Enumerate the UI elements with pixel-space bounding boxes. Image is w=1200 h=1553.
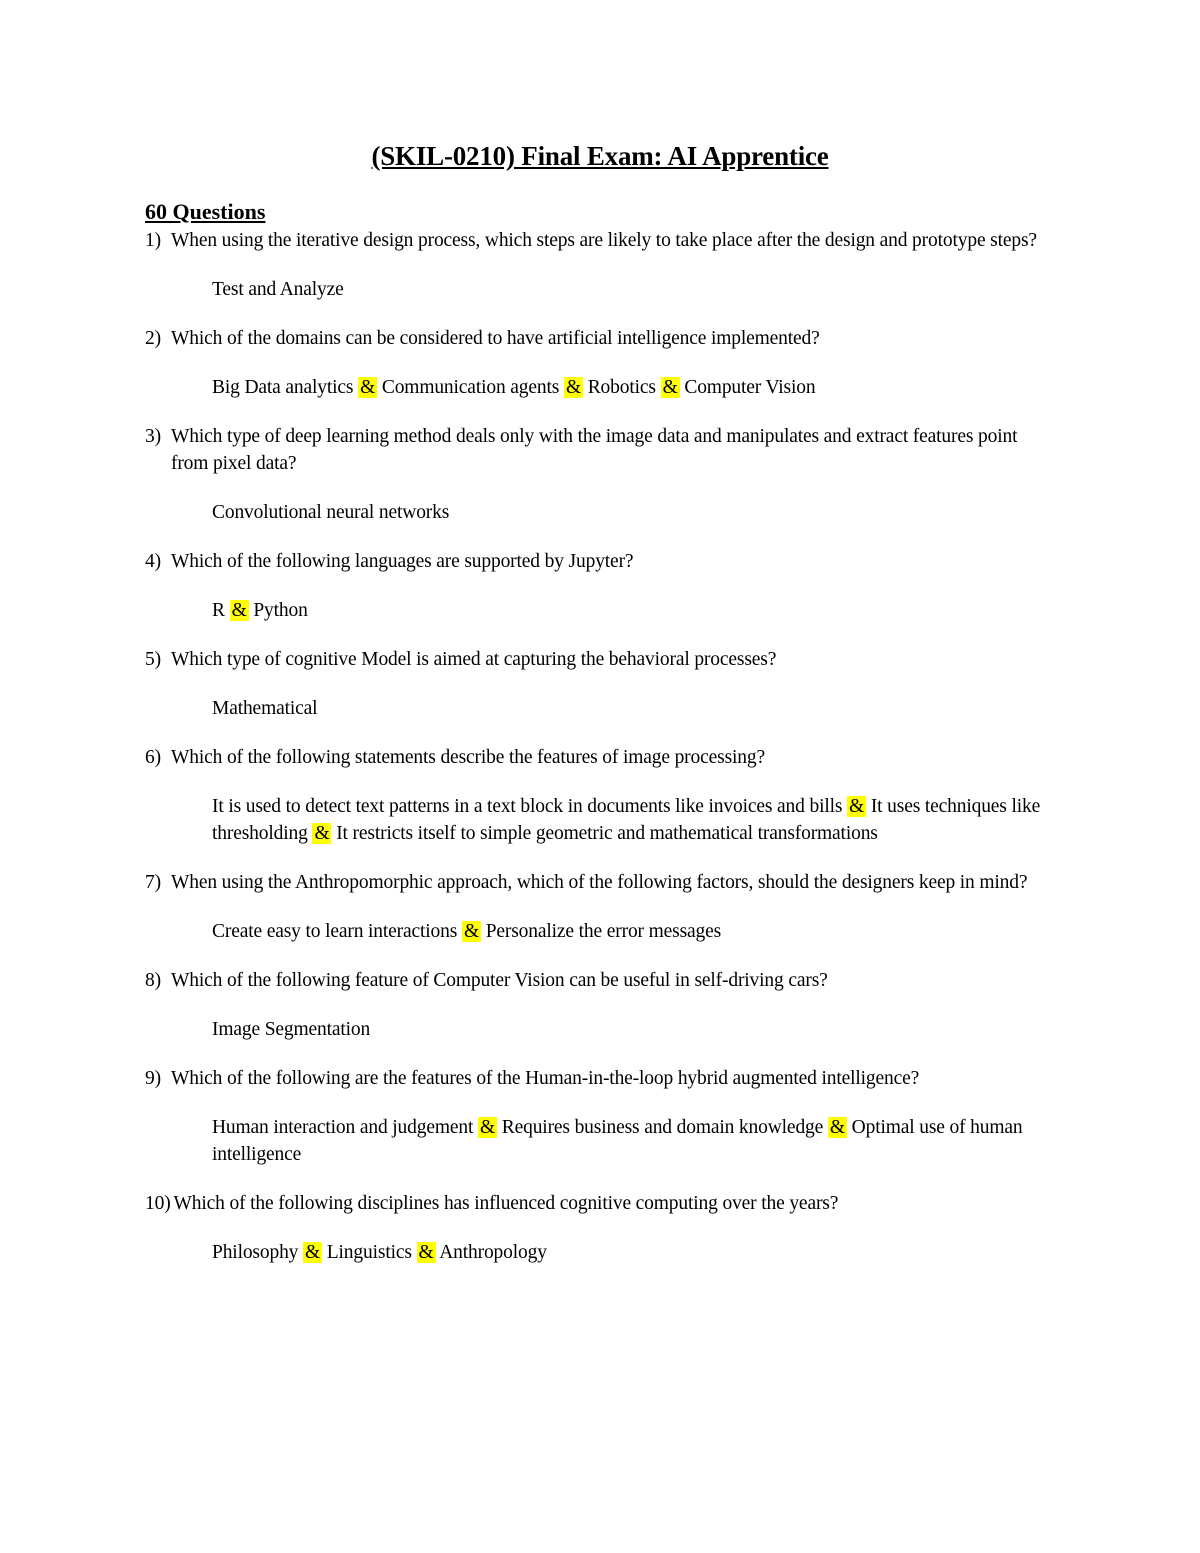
- question-block: [145, 967, 1055, 1043]
- question-number: 8): [145, 970, 161, 991]
- question-text: Which of the following are the features of the Human-in-the-loop hybrid augmented intelligence?: [171, 1068, 920, 1089]
- question-row: [145, 744, 1055, 771]
- answer-text: Human interaction and judgement & Requires business and domain knowledge & Optimal use of human intelligence: [212, 1117, 1023, 1165]
- question-block: [145, 325, 1055, 401]
- highlighted-ampersand: &: [360, 377, 376, 398]
- question-number: 2): [145, 328, 161, 349]
- question-number: 6): [145, 747, 161, 768]
- highlighted-ampersand: &: [231, 600, 247, 621]
- question-row: [145, 1065, 1055, 1092]
- highlighted-ampersand: &: [829, 1117, 845, 1138]
- question-text: Which of the following disciplines has influenced cognitive computing over the years?: [173, 1193, 839, 1214]
- question-block: [145, 1065, 1055, 1168]
- question-block: [145, 646, 1055, 722]
- question-row: [145, 325, 1055, 352]
- question-text: Which of the following statements describe the features of image processing?: [171, 747, 765, 768]
- question-number: 1): [145, 230, 161, 251]
- answer-text: R & Python: [212, 600, 308, 621]
- highlighted-ampersand: &: [662, 377, 678, 398]
- question-number: 5): [145, 649, 161, 670]
- question-row: [145, 227, 1055, 254]
- question-row: [145, 1190, 1055, 1217]
- highlighted-ampersand: &: [314, 823, 330, 844]
- answer-text: It is used to detect text patterns in a text block in documents like invoices and bills & It uses techniques like thresholding & It restricts itself to simple geometric and mathematical transformations: [212, 796, 1041, 844]
- question-block: [145, 548, 1055, 624]
- question-block: [145, 423, 1055, 526]
- question-text: Which of the domains can be considered to have artificial intelligence implemented?: [171, 328, 820, 349]
- question-list: [145, 227, 1055, 1266]
- question-number: 7): [145, 872, 161, 893]
- highlighted-ampersand: &: [479, 1117, 495, 1138]
- question-block: [145, 1190, 1055, 1266]
- question-text: When using the iterative design process, which steps are likely to take place after the design and prototype steps?: [171, 230, 1037, 251]
- answer-text: Create easy to learn interactions & Personalize the error messages: [212, 921, 722, 942]
- page-title: (SKIL-0210) Final Exam: AI Apprentice: [371, 141, 829, 171]
- question-block: [145, 227, 1055, 303]
- answer-text: Image Segmentation: [212, 1019, 371, 1040]
- question-row: [145, 646, 1055, 673]
- questions-heading: 60 Questions: [145, 199, 266, 224]
- question-block: [145, 869, 1055, 945]
- highlighted-ampersand: &: [418, 1242, 434, 1263]
- question-number: 4): [145, 551, 161, 572]
- question-text: Which type of deep learning method deals only with the image data and manipulates and extract features point from pixel data?: [171, 426, 1018, 474]
- highlighted-ampersand: &: [463, 921, 479, 942]
- answer-text: Test and Analyze: [212, 279, 344, 300]
- highlighted-ampersand: &: [305, 1242, 321, 1263]
- question-number: 10): [145, 1193, 171, 1214]
- question-text: Which type of cognitive Model is aimed at capturing the behavioral processes?: [171, 649, 777, 670]
- answer-text: Convolutional neural networks: [212, 502, 450, 523]
- highlighted-ampersand: &: [565, 377, 581, 398]
- question-row: [145, 548, 1055, 575]
- question-text: Which of the following languages are supported by Jupyter?: [171, 551, 634, 572]
- highlighted-ampersand: &: [849, 796, 865, 817]
- question-row: [145, 967, 1055, 994]
- answer-text: Mathematical: [212, 698, 318, 719]
- question-block: [145, 744, 1055, 847]
- question-text: Which of the following feature of Computer Vision can be useful in self-driving cars?: [171, 970, 828, 991]
- question-row: [145, 423, 1055, 477]
- question-row: [145, 869, 1055, 896]
- question-number: 9): [145, 1068, 161, 1089]
- question-number: 3): [145, 426, 161, 447]
- question-text: When using the Anthropomorphic approach, which of the following factors, should the designers keep in mind?: [171, 872, 1028, 893]
- answer-text: Philosophy & Linguistics & Anthropology: [212, 1242, 547, 1263]
- answer-text: Big Data analytics & Communication agents & Robotics & Computer Vision: [212, 377, 816, 398]
